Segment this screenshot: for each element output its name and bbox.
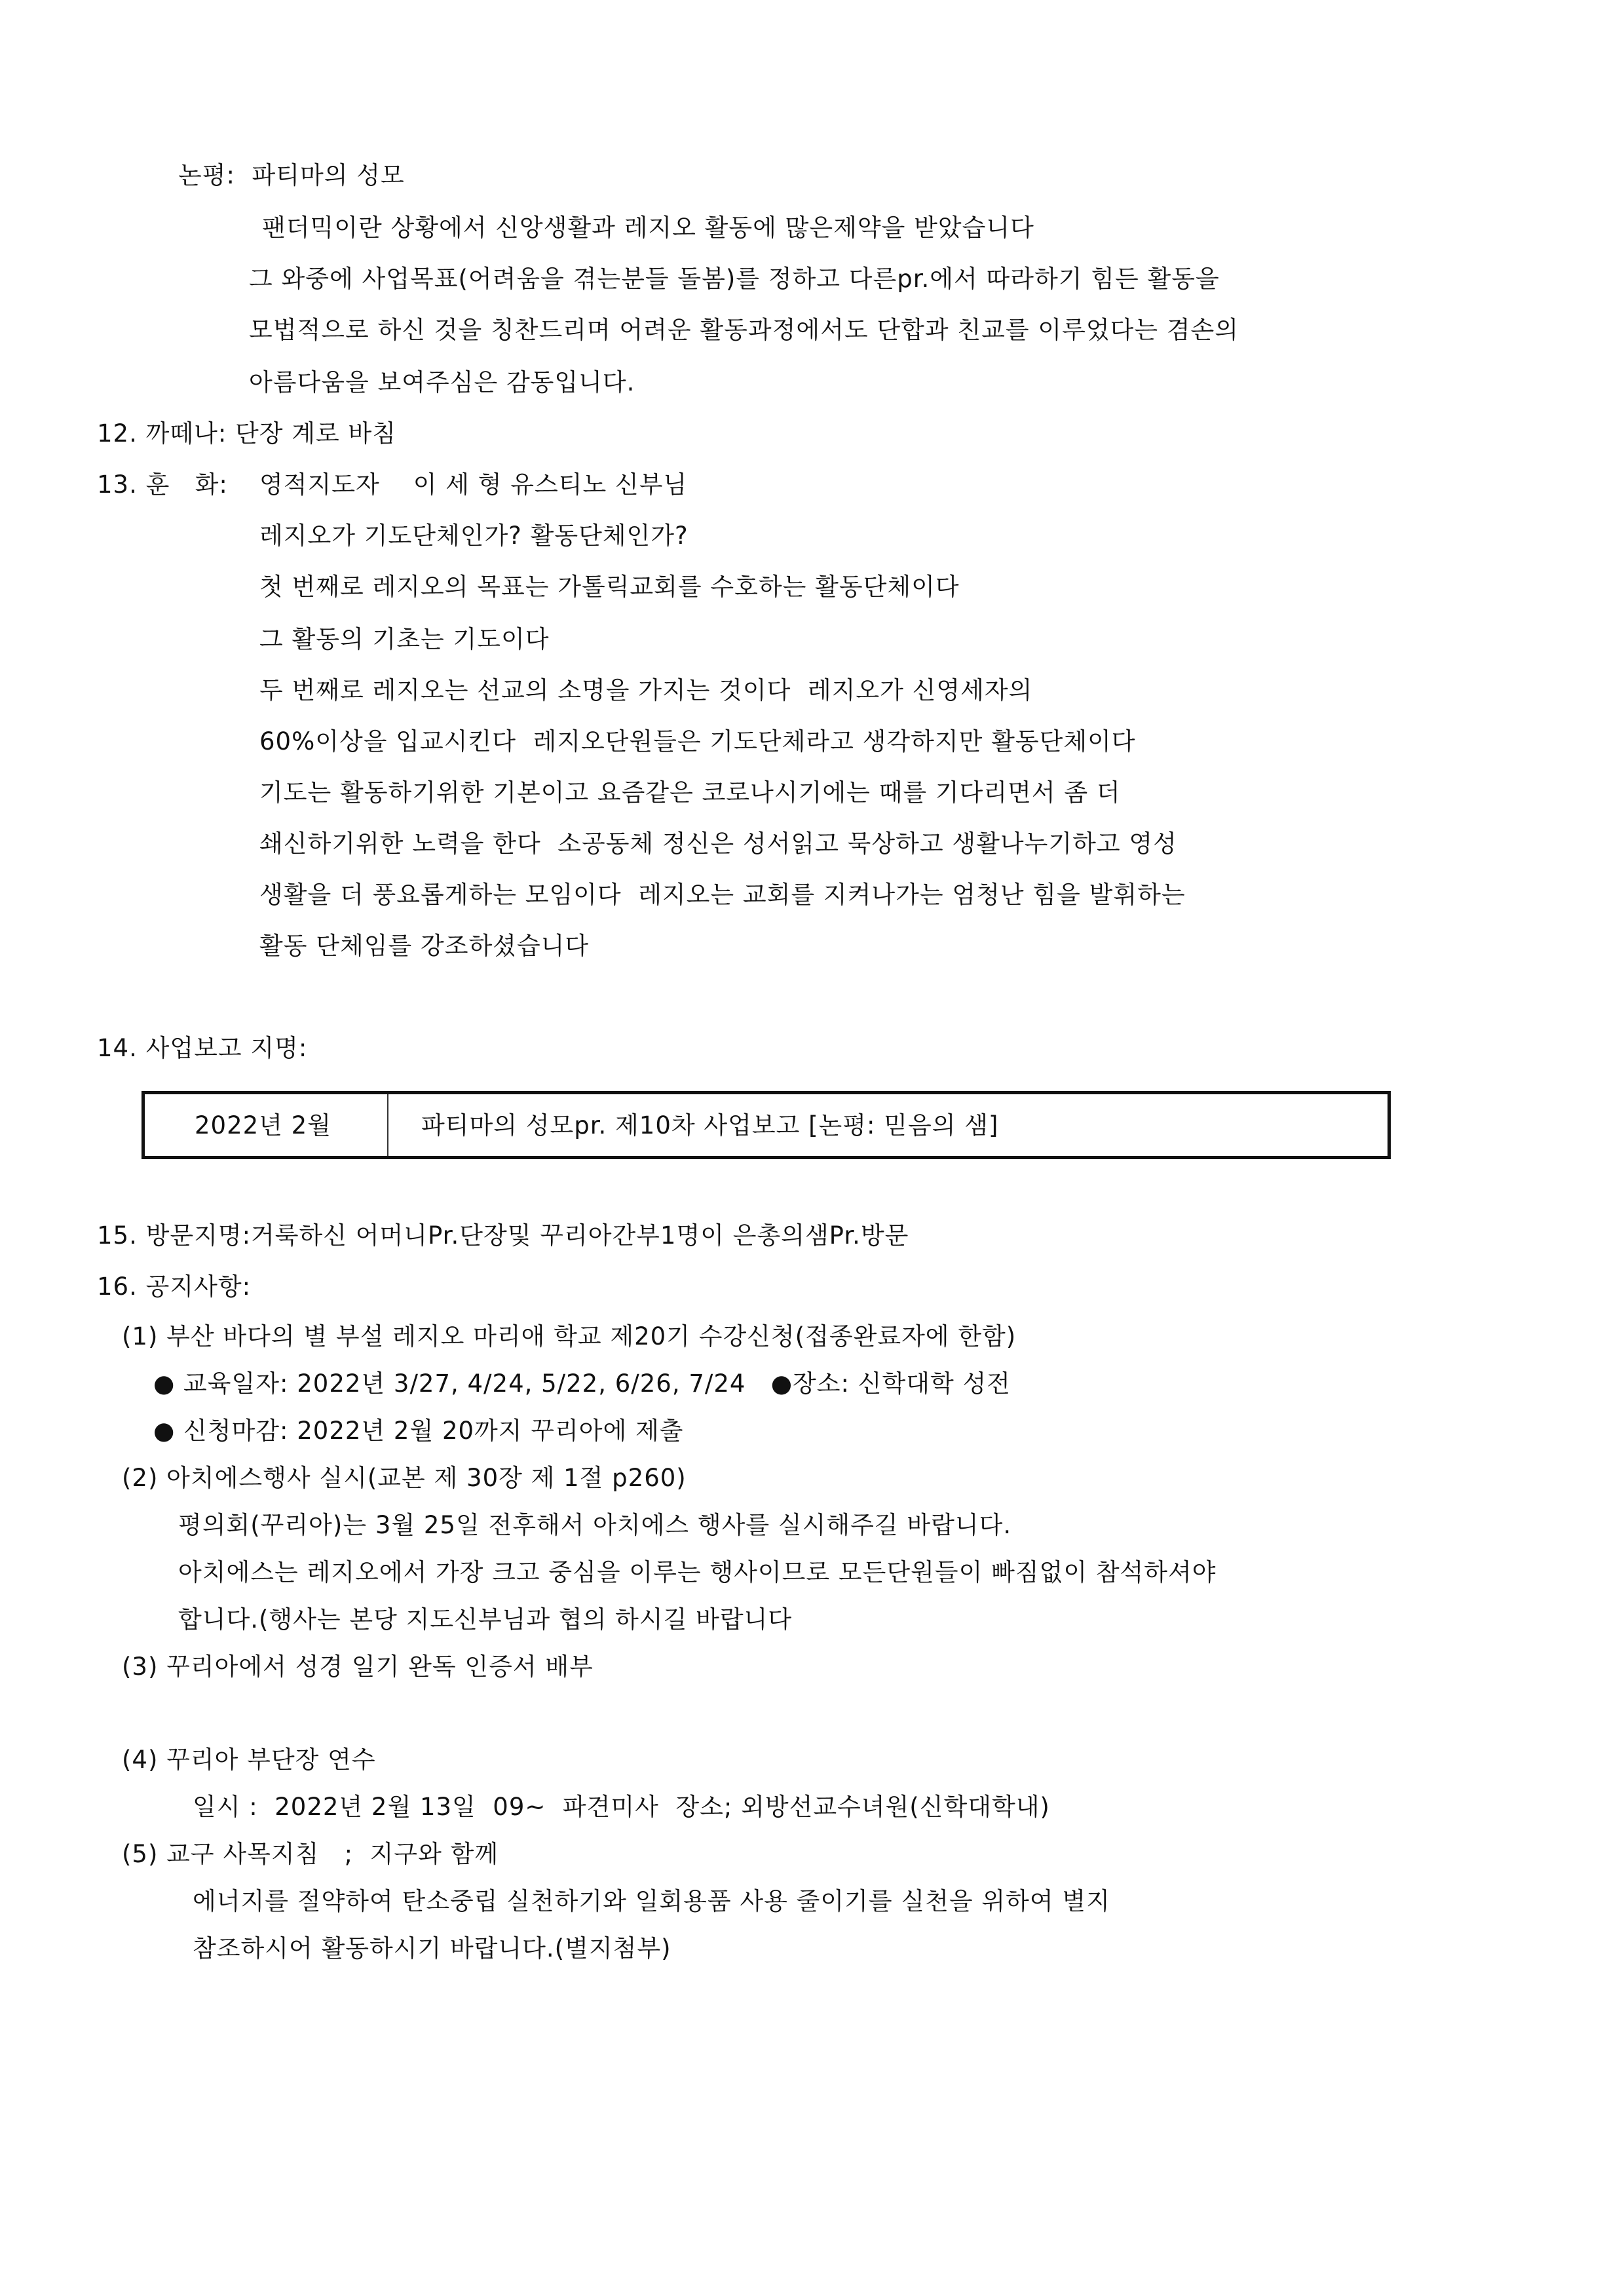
item-13-speaker: 영적지도자 이 세 형 유스티노 신부님 [259,470,688,499]
sermon-line: 활동 단체임를 강조하셨습니다 [259,932,590,960]
notice-1-title: (1) 부산 바다의 별 부설 레지오 마리애 학교 제20기 수강신청(접종완료자에 한함) [122,1322,1017,1350]
item-12-catena: 12. 까떼나: 단장 계로 바침 [97,419,397,448]
sermon-line: 그 활동의 기초는 기도이다 [259,625,550,653]
sermon-line: 레지오가 기도단체인가? 활동단체인가? [259,522,689,550]
notice-4-line: 일시 : 2022년 2월 13일 09~ 파견미사 장소; 외방선교수녀원(신학대학내) [193,1793,1050,1821]
sermon-line: 두 번째로 레지오는 선교의 소명을 가지는 것이다 레지오가 신영세자의 [259,676,1033,704]
table-date-cell [145,1094,388,1156]
commentary-line: 그 와중에 사업목표(어려움을 겪는분들 돌봄)를 정하고 다른pr.에서 따라하기 힘든 활동을 [249,265,1220,293]
item-14-label: 14. 사업보고 지명: [97,1034,308,1062]
notice-2-line: 합니다.(행사는 본당 지도신부님과 협의 하시길 바랍니다 [178,1605,793,1634]
notice-1-bullet: ● 교육일자: 2022년 3/27, 4/24, 5/22, 6/26, 7/24 ●장소: 신학대학 성전 [153,1369,1011,1398]
notice-2-line: 아치에스는 레지오에서 가장 크고 중심을 이루는 행사이므로 모든단원들이 빠짐없이 참석하셔야 [178,1558,1217,1586]
notice-4-title: (4) 꾸리아 부단장 연수 [122,1746,376,1774]
item-16-label: 16. 공지사항: [97,1272,252,1301]
notice-5-line: 에너지를 절약하여 탄소중립 실천하기와 일회용품 사용 줄이기를 실천을 위하여 별지 [193,1887,1110,1915]
commentary-line: 아름다움을 보여주심은 감동입니다. [249,368,635,396]
sermon-line: 첫 번째로 레지오의 목표는 가톨릭교회를 수호하는 활동단체이다 [259,573,960,601]
item-13-label: 13. 훈 화: [97,470,228,499]
commentary-line: 모법적으로 하신 것을 칭찬드리며 어려운 활동과정에서도 단합과 친교를 이루었다는 겸손의 [249,316,1239,344]
sermon-line: 생활을 더 풍요롭게하는 모임이다 레지오는 교회를 지켜나가는 엄청난 힘을 발휘하는 [259,881,1186,909]
item-15-visits: 15. 방문지명:거룩하신 어머니Pr.단장및 꾸리아간부1명이 은총의샘Pr.방문 [97,1221,909,1250]
notice-1-bullet: ● 신청마감: 2022년 2월 20까지 꾸리아에 제출 [153,1417,684,1445]
notice-2-line: 평의회(꾸리아)는 3월 25일 전후해서 아치에스 행사를 실시해주길 바랍니다. [178,1511,1012,1539]
business-report-table [142,1091,1391,1159]
notice-3-title: (3) 꾸리아에서 성경 일기 완독 인증서 배부 [122,1653,594,1681]
sermon-line: 쇄신하기위한 노력을 한다 소공동체 정신은 성서읽고 묵상하고 생활나누기하고 영성 [259,830,1177,858]
sermon-line: 60%이상을 입교시킨다 레지오단원들은 기도단체라고 생각하지만 활동단체이다 [259,727,1136,756]
notice-5-title: (5) 교구 사목지침 ; 지구와 함께 [122,1840,499,1868]
commentary-line: 팬더믹이란 상황에서 신앙생활과 레지오 활동에 많은제약을 받았습니다 [262,214,1034,242]
notice-5-line: 참조하시어 활동하시기 바랍니다.(별지첨부) [193,1934,671,1962]
table-date: 2022년 2월 [195,1111,331,1139]
table-content: 파티마의 성모pr. 제10차 사업보고 [논평: 믿음의 샘] [421,1111,999,1139]
sermon-line: 기도는 활동하기위한 기본이고 요즘같은 코로나시기에는 때를 기다리면서 좀 더 [259,778,1121,807]
commentary-heading: 논평: 파티마의 성모 [178,161,405,189]
notice-2-title: (2) 아치에스행사 실시(교본 제 30장 제 1절 p260) [122,1464,687,1492]
